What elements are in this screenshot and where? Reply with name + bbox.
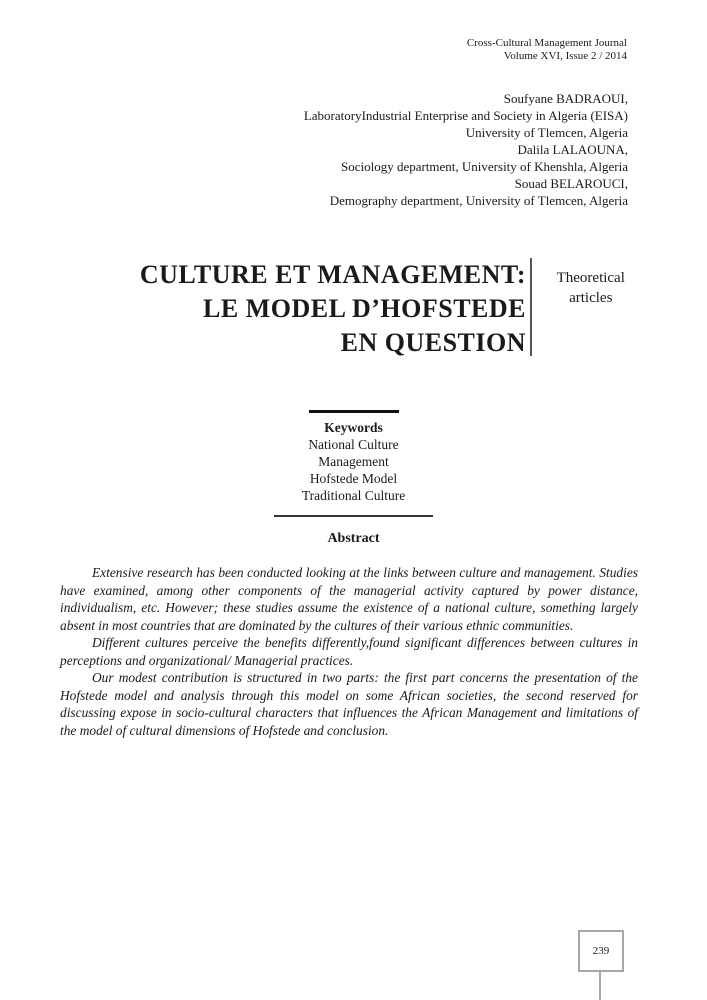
author-line: Soufyane BADRAOUI, — [503, 91, 628, 106]
keywords-heading: Keywords — [324, 420, 383, 435]
title-line: EN QUESTION — [340, 328, 526, 357]
keywords-top-rule — [309, 410, 399, 413]
category-line: Theoretical — [556, 270, 625, 286]
page-number-box — [578, 930, 624, 972]
author-affiliation-line: LaboratoryIndustrial Enterprise and Society in Algeria (EISA) — [303, 108, 628, 123]
keyword-item: Hofstede Model — [309, 471, 398, 486]
keyword-item: National Culture — [308, 437, 399, 452]
author-affiliation-line: Sociology department, University of Khenshla, Algeria — [340, 159, 628, 174]
abstract-heading: Abstract — [327, 531, 380, 546]
abstract-paragraph: Different cultures perceive the benefits differently,found significant differences between cultures in perceptions and organizational/ Managerial practices. — [60, 635, 638, 668]
journal-issue: Volume XVI, Issue 2 / 2014 — [503, 50, 627, 62]
author-line: Souad BELAROUCI, — [514, 176, 628, 191]
journal-header — [467, 37, 627, 63]
page-number-tail-rule — [599, 972, 601, 1000]
abstract-paragraph: Our modest contribution is structured in two parts: the first part concerns the presentation of the Hofstede model and analysis through this model on some African societies, the second reserved for discussing expose in socio-cultural characters that influences the African Management and limitations of the model of cultural dimensions of Hofstede and conclusion. — [60, 670, 638, 738]
author-affiliation-line: University of Tlemcen, Algeria — [465, 125, 628, 140]
keyword-item: Management — [318, 454, 389, 469]
keywords-bottom-rule — [274, 515, 433, 517]
abstract-body — [60, 564, 638, 739]
title-line: CULTURE ET MANAGEMENT: — [139, 260, 526, 289]
journal-name: Cross-Cultural Management Journal — [466, 37, 627, 49]
category-line: articles — [569, 290, 613, 306]
abstract-paragraph: Extensive research has been conducted looking at the links between culture and management. Studies have examined, among other components of the managerial activity captured by power distance, individualism, etc. However; these studies assume the existence of a national culture, something largely absent in most countries that are dominated by the cultures of their various ethnic communities. — [60, 565, 638, 633]
author-affiliation-line: Demography department, University of Tlemcen, Algeria — [329, 193, 628, 208]
keyword-item: Traditional Culture — [301, 488, 406, 503]
article-category — [532, 258, 651, 360]
author-block — [304, 90, 628, 209]
page-number: 239 — [592, 945, 610, 957]
keywords-block — [0, 410, 707, 517]
article-title — [60, 258, 526, 360]
title-line: LE MODEL D’HOFSTEDE — [203, 294, 526, 323]
author-line: Dalila LALAOUNA, — [517, 142, 628, 157]
title-section — [60, 258, 650, 360]
